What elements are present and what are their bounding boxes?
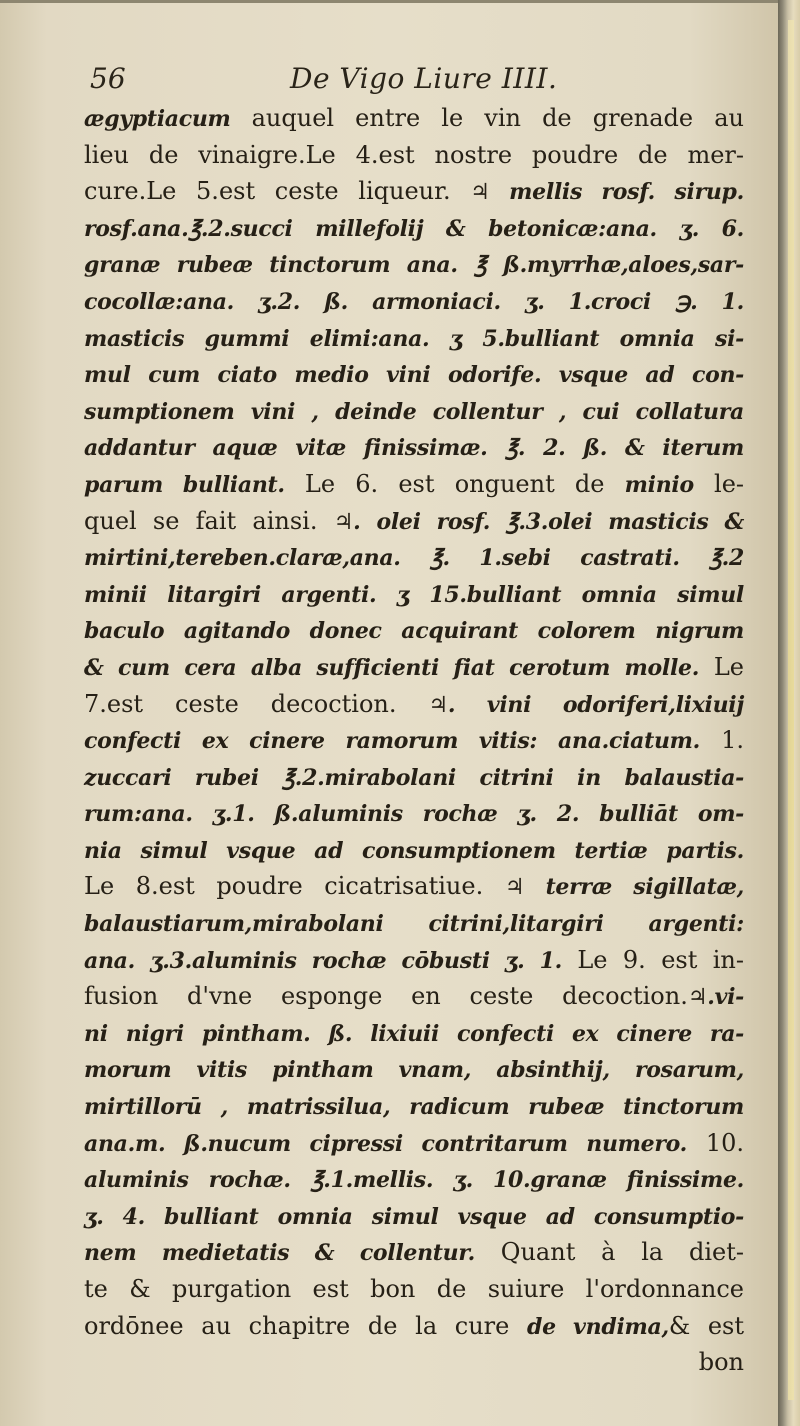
text-line	[84, 832, 744, 869]
text-line	[84, 905, 744, 942]
roman-text-segment: le-	[693, 469, 744, 498]
italic-latin-segment: ni nigri pintham. ß. lixiuii confecti ex cinere ra-	[84, 1020, 744, 1047]
text-line	[84, 1271, 744, 1308]
italic-latin-segment: ana.m. ß.nucum cipressi contritarum numero.	[84, 1130, 687, 1157]
text-line	[84, 210, 744, 247]
text-line	[84, 649, 744, 686]
text-line	[84, 868, 744, 905]
italic-latin-segment: rosf.ana.℥.2.succi millefolij & betonicæ:ana. ʒ. 6.	[84, 215, 744, 242]
roman-text-segment: 1.	[700, 726, 745, 755]
roman-text-segment: 7.est ceste decoction.	[84, 689, 429, 718]
text-line	[84, 429, 744, 466]
roman-text-segment: Le 6. est onguent de	[284, 469, 625, 498]
italic-latin-segment: ægyptiacum	[84, 106, 231, 132]
italic-latin-segment: granæ rubeæ tinctorum ana. ℥ ß.myrrhæ,aloes,sar-	[84, 252, 744, 279]
roman-text-segment: fusion d'vne esponge en ceste decoction.	[84, 982, 688, 1011]
italic-latin-segment: morum vitis pintham vnam, absinthij, rosarum,	[84, 1057, 744, 1084]
text-line	[84, 1308, 744, 1345]
text-line	[84, 942, 744, 979]
text-line	[84, 1198, 744, 1235]
italic-latin-segment: parum bulliant.	[84, 471, 285, 498]
text-line	[84, 539, 744, 576]
text-line	[84, 612, 744, 649]
italic-latin-segment: balaustiarum,mirabolani citrini,litargiri argenti:	[84, 911, 744, 938]
text-line	[84, 137, 744, 174]
roman-text-segment: quel se fait ainsi.	[84, 506, 334, 535]
italic-latin-segment: cocollæ:ana. ʒ.2. ß. armoniaci. ʒ. 1.croci ℈. 1.	[84, 288, 744, 315]
roman-text-segment: cure.Le 5.est ceste liqueur.	[84, 177, 471, 206]
italic-latin-segment: mul cum ciato medio vini odorife. vsque ad con-	[84, 362, 744, 389]
italic-latin-segment: & cum cera alba sufficienti fiat cerotum molle.	[84, 654, 700, 681]
italic-latin-segment: masticis gummi elimi:ana. ʒ 5.bulliant omnia si-	[84, 325, 744, 352]
roman-text-segment: bon	[698, 1348, 744, 1377]
roman-text-segment: te & purgation est bon de suiure l'ordonnance	[84, 1275, 744, 1303]
italic-latin-segment: ♃. vini odoriferi,lixiuij	[428, 691, 744, 718]
page-header	[90, 62, 780, 98]
text-line	[84, 173, 744, 210]
italic-latin-segment: ♃ mellis rosf. sirup.	[470, 179, 744, 206]
text-line	[84, 320, 744, 357]
italic-latin-segment: baculo agitando donec acquirant colorem nigrum	[84, 618, 744, 645]
italic-latin-segment: ♃ terræ sigillatæ,	[504, 874, 745, 901]
text-line	[84, 1088, 744, 1125]
italic-latin-segment: ♃.vi-	[687, 984, 744, 1011]
text-line	[84, 795, 744, 832]
text-line	[84, 466, 744, 503]
roman-text-segment: Le 8.est poudre cicatrisatiue.	[84, 872, 505, 901]
roman-text-segment: & est	[668, 1311, 744, 1340]
italic-latin-segment: minii litargiri argenti. ʒ 15.bulliant omnia simul	[84, 581, 744, 608]
italic-latin-segment: zuccari rubei ℥.2.mirabolani citrini in balaustia-	[84, 764, 744, 791]
roman-text-segment: 10.	[686, 1128, 745, 1157]
italic-latin-segment: addantur aquæ vitæ finissimæ. ℥. 2. ß. & iterum	[84, 435, 744, 462]
text-line	[84, 393, 744, 430]
text-line	[84, 686, 744, 723]
page-fore-edge	[778, 0, 800, 1426]
text-line	[84, 503, 744, 540]
italic-latin-segment: ana. ʒ.3.aluminis rochæ cōbusti ʒ. 1.	[84, 947, 562, 974]
italic-latin-segment: nem medietatis & collentur.	[84, 1240, 475, 1267]
roman-text-segment: Le	[699, 652, 744, 681]
text-line	[84, 978, 744, 1015]
text-line	[84, 100, 744, 137]
italic-latin-segment: nia simul vsque ad consumptionem tertiæ partis.	[84, 837, 744, 864]
roman-text-segment: Le 9. est in-	[561, 945, 744, 974]
italic-latin-segment: sumptionem vini , deinde collentur , cui collatura	[84, 398, 744, 425]
roman-text-segment: Quant à la diet-	[475, 1238, 744, 1267]
text-line	[84, 283, 744, 320]
roman-text-segment: auquel entre le vin de grenade au	[230, 104, 744, 132]
text-line	[84, 356, 744, 393]
text-line	[84, 1125, 744, 1162]
text-line	[84, 1234, 744, 1271]
gilt-edge	[788, 20, 794, 1400]
italic-latin-segment: mirtillorū , matrissilua, radicum rubeæ tinctorum	[84, 1094, 744, 1121]
page-number: 56	[90, 62, 126, 95]
text-line	[84, 722, 744, 759]
italic-latin-segment: ♃. olei rosf. ℥.3.olei masticis &	[333, 508, 745, 535]
text-line	[84, 1161, 744, 1198]
italic-latin-segment: minio	[624, 471, 694, 498]
roman-text-segment: lieu de vinaigre.Le 4.est nostre poudre de mer-	[84, 140, 744, 169]
text-line	[84, 1344, 744, 1381]
italic-latin-segment: confecti ex cinere ramorum vitis: ana.ciatum.	[84, 728, 701, 755]
text-line	[84, 1051, 744, 1088]
text-line	[84, 576, 744, 613]
running-head: De Vigo Liure IIII.	[290, 62, 558, 95]
body-text	[84, 100, 744, 1381]
italic-latin-segment: rum:ana. ʒ.1. ß.aluminis rochæ ʒ. 2. bulliāt om-	[84, 801, 744, 828]
text-line	[84, 246, 744, 283]
text-line	[84, 1015, 744, 1052]
roman-text-segment: ordōnee au chapitre de la cure	[84, 1311, 528, 1340]
italic-latin-segment: aluminis rochæ. ℥.1.mellis. ʒ. 10.granæ finissime.	[84, 1167, 744, 1194]
italic-latin-segment: mirtini,tereben.claræ,ana. ℥. 1.sebi castrati. ℥.2	[84, 545, 744, 572]
page-top-border	[0, 0, 782, 3]
italic-latin-segment: ʒ. 4. bulliant omnia simul vsque ad consumptio-	[84, 1203, 744, 1230]
text-line	[84, 759, 744, 796]
italic-latin-segment: de vndima,	[527, 1313, 669, 1340]
